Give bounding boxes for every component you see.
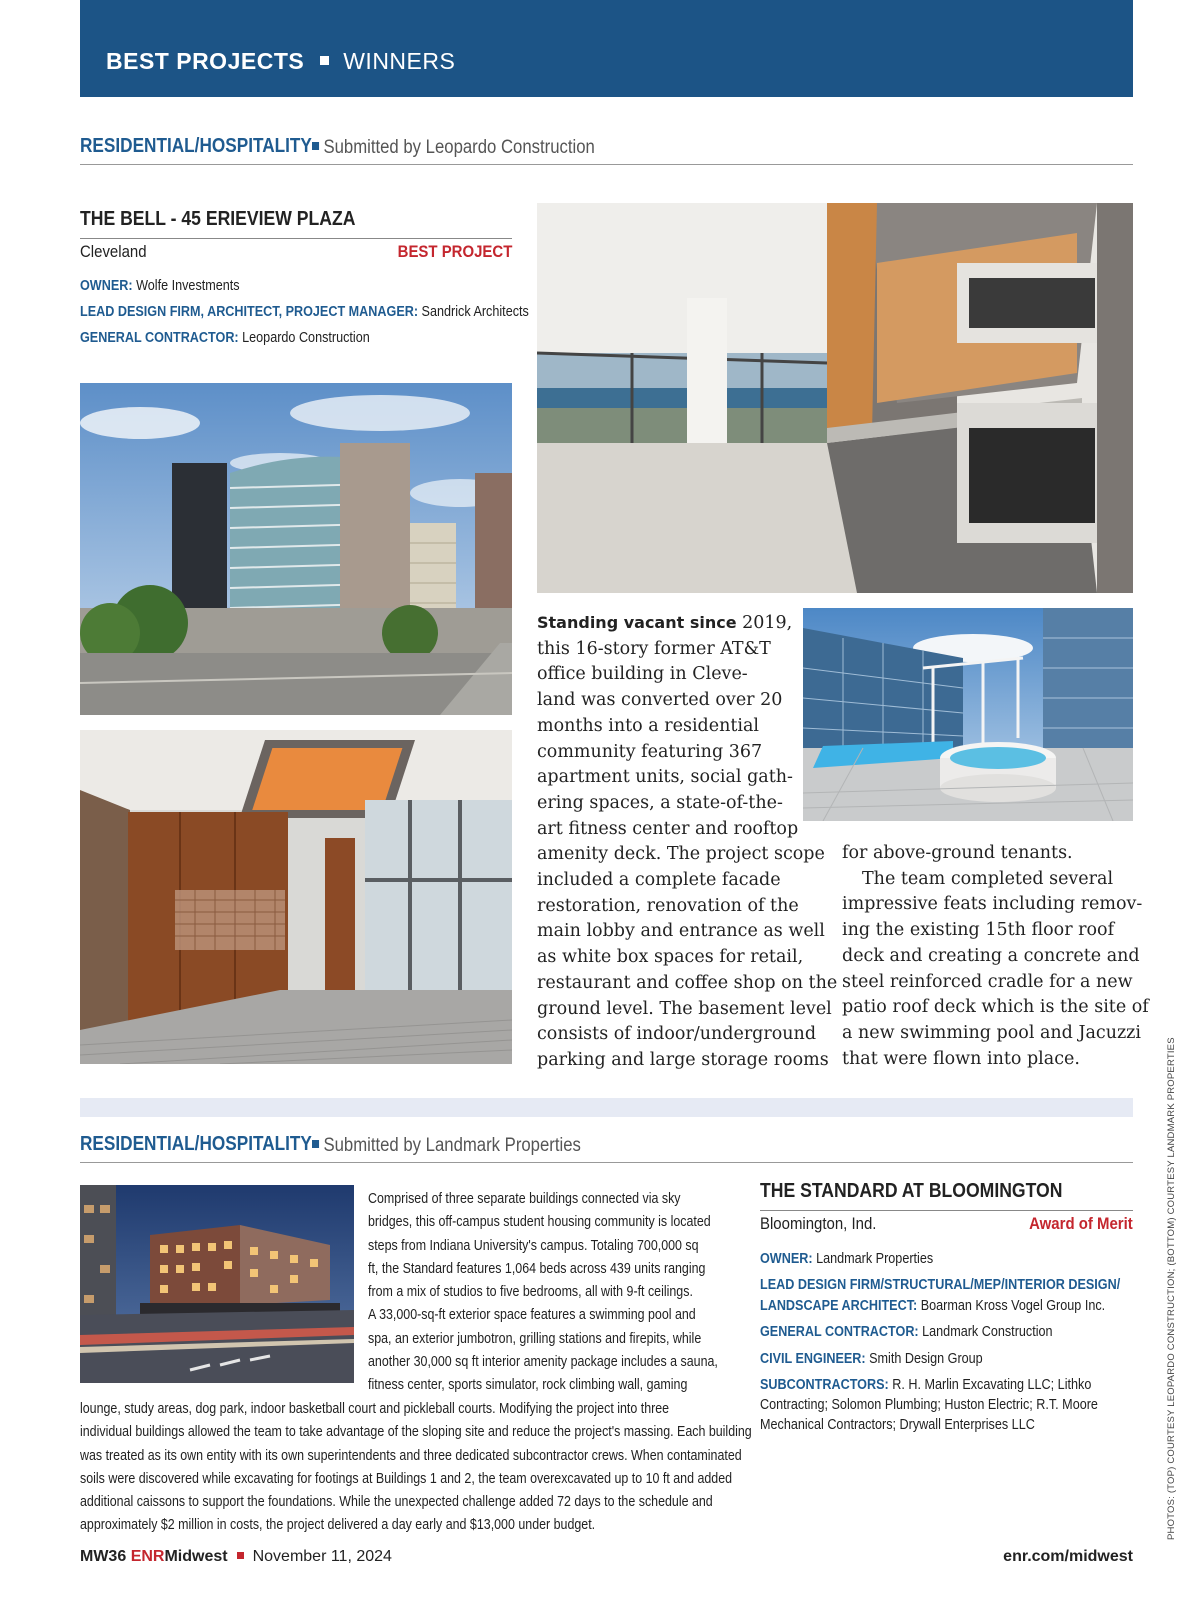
section-category: RESIDENTIAL/HOSPITALITY bbox=[80, 135, 312, 157]
brand-enr: ENR bbox=[130, 1548, 165, 1565]
rooftop-pool-photo bbox=[803, 608, 1133, 821]
project-title: THE BELL - 45 ERIEVIEW PLAZA bbox=[80, 208, 356, 230]
credit-owner: OWNER: Landmark Properties bbox=[760, 1251, 934, 1267]
section-submitted: Submitted by Landmark Properties bbox=[323, 1135, 581, 1156]
header-banner bbox=[80, 0, 1133, 97]
award-badge: Award of Merit bbox=[1029, 1214, 1133, 1233]
section-category: RESIDENTIAL/HOSPITALITY bbox=[80, 1133, 312, 1155]
credit-owner: OWNER: Wolfe Investments bbox=[80, 278, 240, 294]
project2-body-top: Comprised of three separate buildings connected via sky bridges, this off-campus student housing community is located steps from Indiana University's campus. Totaling 700,000 sq ft, the Standard features 1,064 beds across 439 units ranging from a mix of studios to five bedrooms, all with 9-ft ceilings. A 33,000-sq-ft exterior space features a swimming pool and spa, an exterior jumbotron, grilling stations and firepits, while another 30,000 sq ft interior amenity package includes a sauna, fitness center, sports simulator, rock climbing wall, gaming bbox=[368, 1191, 718, 1394]
credit-gc: GENERAL CONTRACTOR: Landmark Construction bbox=[760, 1324, 1053, 1340]
page-number: MW36 bbox=[80, 1548, 127, 1565]
building-exterior-photo bbox=[80, 383, 512, 715]
project-title: THE STANDARD AT BLOOMINGTON bbox=[760, 1180, 1063, 1202]
project-city: Cleveland bbox=[80, 242, 147, 261]
issue-date: November 11, 2024 bbox=[252, 1548, 392, 1565]
credit-design: LEAD DESIGN FIRM, ARCHITECT, PROJECT MANAGER: Sandrick Architects bbox=[80, 304, 529, 320]
credit-civil: CIVIL ENGINEER: Smith Design Group bbox=[760, 1351, 983, 1367]
brand-midwest: Midwest bbox=[164, 1548, 228, 1565]
credit-design: LEAD DESIGN FIRM/STRUCTURAL/MEP/INTERIOR DESIGN/ bbox=[760, 1277, 1121, 1293]
credit-gc: GENERAL CONTRACTOR: Leopardo Construction bbox=[80, 330, 370, 346]
credit-subs: SUBCONTRACTORS: R. H. Marlin Excavating LLC; Lithko bbox=[760, 1377, 1092, 1393]
section-submitted: Submitted by Leopardo Construction bbox=[323, 137, 595, 158]
photo-credit: PHOTOS: (TOP) COURTESY LEOPARDO CONSTRUCTION; (BOTTOM) COURTESY LANDMARK PROPERTIES bbox=[1166, 1037, 1177, 1540]
banner-section: BEST PROJECTS bbox=[106, 48, 305, 74]
lobby-photo bbox=[80, 730, 512, 1064]
banner-subsection: WINNERS bbox=[343, 48, 456, 74]
credit-landscape: LANDSCAPE ARCHITECT: Boarman Kross Vogel Group Inc. bbox=[760, 1298, 1106, 1314]
kitchen-photo bbox=[537, 203, 1133, 593]
section-divider bbox=[80, 1098, 1133, 1117]
section-header-1 bbox=[80, 135, 1133, 165]
footer-url[interactable]: enr.com/midwest bbox=[1003, 1548, 1133, 1565]
credit-subs-2: Contracting; Solomon Plumbing; Huston Electric; R.T. Moore bbox=[760, 1397, 1098, 1413]
project1-body-col1: Standing vacant since 2019, this 16-story former AT&T office building in Cleve- land was converted over 20 months into a residential community featuring 367 apartment units, social gath- ering spaces, a state-of-the- art fitness center and rooftop amenity deck. The project scope included a complete facade restoration, renovation of the main lobby and entrance as well as white box spaces for retail, restaurant and coffee shop on the ground level. The basement level consists of indoor/underground parking and large storage rooms bbox=[537, 613, 838, 1070]
standard-building-photo bbox=[80, 1185, 354, 1383]
project-city: Bloomington, Ind. bbox=[760, 1214, 877, 1233]
project1-body-col2: for above-ground tenants. The team completed several impressive feats including remov- ing the existing 15th floor roof deck and creating a concrete and steel reinforced cradle for a new patio roof deck which is the site of a new swimming pool and Jacuzzi that were flown into place. bbox=[842, 843, 1149, 1069]
award-badge: BEST PROJECT bbox=[397, 242, 512, 261]
credit-subs-3: Mechanical Contractors; Drywall Enterprises LLC bbox=[760, 1417, 1035, 1433]
section-header-2 bbox=[80, 1133, 1133, 1163]
project2-body-bottom: lounge, study areas, dog park, indoor basketball court and pickleball courts. Modifying the project into three individual buildings allowed the team to take advantage of the sloping site and reduce the project's massing. Each building was treated as its own entity with its own superintendents and three dedicated subcontractor crews. When contaminated soils were discovered while excavating for footings at Buildings 1 and 2, the team overexcavated up to 10 ft and added additional caissons to support the foundations. While the unexpected challenge added 72 days to the schedule and approximately $2 million in costs, the project delivered a day early and $13,000 under budget. bbox=[80, 1401, 752, 1534]
